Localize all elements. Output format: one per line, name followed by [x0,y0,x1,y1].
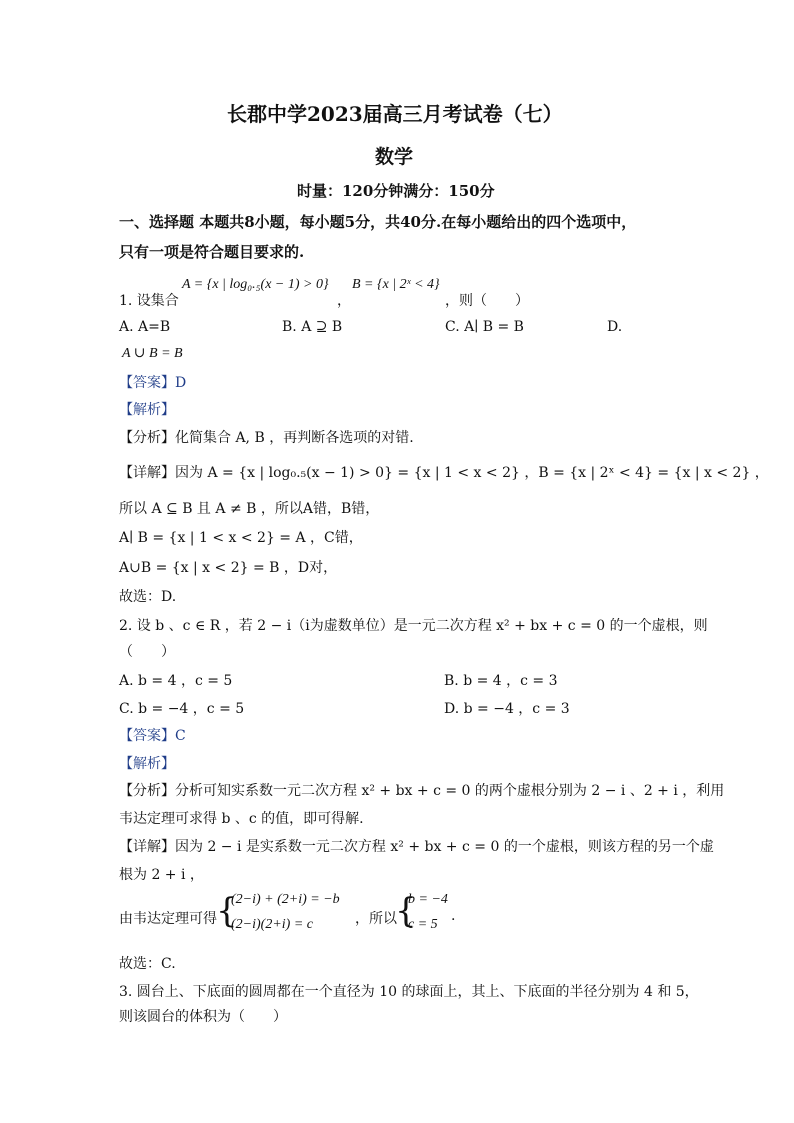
document-title: 长郡中学2023届高三月考试卷（七） [227,102,563,126]
q1-comma: ， [337,293,351,309]
q1-analysis-label: 【解析】 [119,402,175,418]
q1-detail-3: A∣ B = {x | 1 < x < 2} = A ，C错， [119,530,363,546]
section-heading-line1: 一、选择题 本题共8小题，每小题5分，共40分.在每小题给出的四个选项中， [119,213,637,231]
q2-fenxi-line1: 【分析】分析可知实系数一元二次方程 x² + bx + c = 0 的两个虚根分别为 2 − i 、2 + i ，利用 [119,783,725,799]
q1-option-b: B. A ⊇ B [282,319,343,335]
q1-set-a: A = {x | log₀.₅(x − 1) > 0} [182,277,329,292]
q2-system1-brace: { [216,891,238,931]
q2-system2-line1: b = −4 [408,892,448,907]
q2-so: ，所以 [355,911,397,927]
q1-conclusion: 故选：D. [119,589,177,605]
q2-system2-line2: c = 5 [408,917,438,932]
q2-system1-line2: (2−i)(2+i) = c [231,917,313,932]
q1-answer: 【答案】D [119,375,187,391]
subject-title: 数学 [375,146,414,168]
q1-option-d: A ∪ B = B [122,346,183,361]
q2-system1-line1: (2−i) + (2+i) = −b [231,892,340,907]
q2-vieta-prefix: 由韦达定理可得 [119,911,217,927]
q1-option-d-label: D. [607,319,623,335]
q2-fenxi-line2: 韦达定理可求得 b 、c 的值，即可得解. [119,811,364,827]
q2-analysis-label: 【解析】 [119,756,175,772]
q1-detail-1: 【详解】因为 A = {x | log₀.₅(x − 1) > 0} = {x | 1 < x < 2} ，B = {x | 2ˣ < 4} = {x | x < 2} ， [119,465,769,481]
q1-suffix: ，则（ ） [445,293,529,309]
q2-stem-line1: 2. 设 b 、c ∈ R ，若 2 − i（i为虚数单位）是一元二次方程 x² + bx + c = 0 的一个虚根，则 [119,618,708,634]
q2-option-b: B. b = 4 ，c = 3 [444,673,558,689]
q2-detail-line2: 根为 2 + i ， [119,867,204,883]
q1-set-b: B = {x | 2ˣ < 4} [352,277,440,292]
q1-option-c: C. A∣ B = B [445,319,524,335]
q2-option-d: D. b = −4 ，c = 3 [444,701,570,717]
q3-stem-line2: 则该圆台的体积为（ ） [119,1009,287,1025]
q2-stem-line2: （ ） [119,644,175,660]
q2-option-a: A. b = 4 ，c = 5 [119,673,233,689]
q1-option-a: A. A=B [119,319,171,335]
q1-fenxi: 【分析】化简集合 A, B ，再判断各选项的对错. [119,430,414,446]
q2-answer: 【答案】C [119,728,186,744]
q2-conclusion: 故选：C. [119,956,176,972]
q2-detail-line1: 【详解】因为 2 − i 是实系数一元二次方程 x² + bx + c = 0 的一个虚根，则该方程的另一个虚 [119,839,714,855]
q2-system-period: . [451,908,456,924]
time-info: 时量：120分钟满分：150分 [297,182,495,200]
q2-system2-brace: { [395,891,417,931]
q3-stem-line1: 3. 圆台上、下底面的圆周都在一个直径为 10 的球面上，其上、下底面的半径分别为 4 和 5， [119,984,699,1000]
q2-option-c: C. b = −4 ，c = 5 [119,701,245,717]
section-heading-line2: 只有一项是符合题目要求的. [119,243,305,261]
q1-detail-2: 所以 A ⊆ B 且 A ≠ B ，所以A错，B错， [119,501,380,517]
q1-detail-4: A∪B = {x | x < 2} = B ，D对， [119,560,338,576]
q1-stem-prefix: 1. 设集合 [119,293,179,309]
